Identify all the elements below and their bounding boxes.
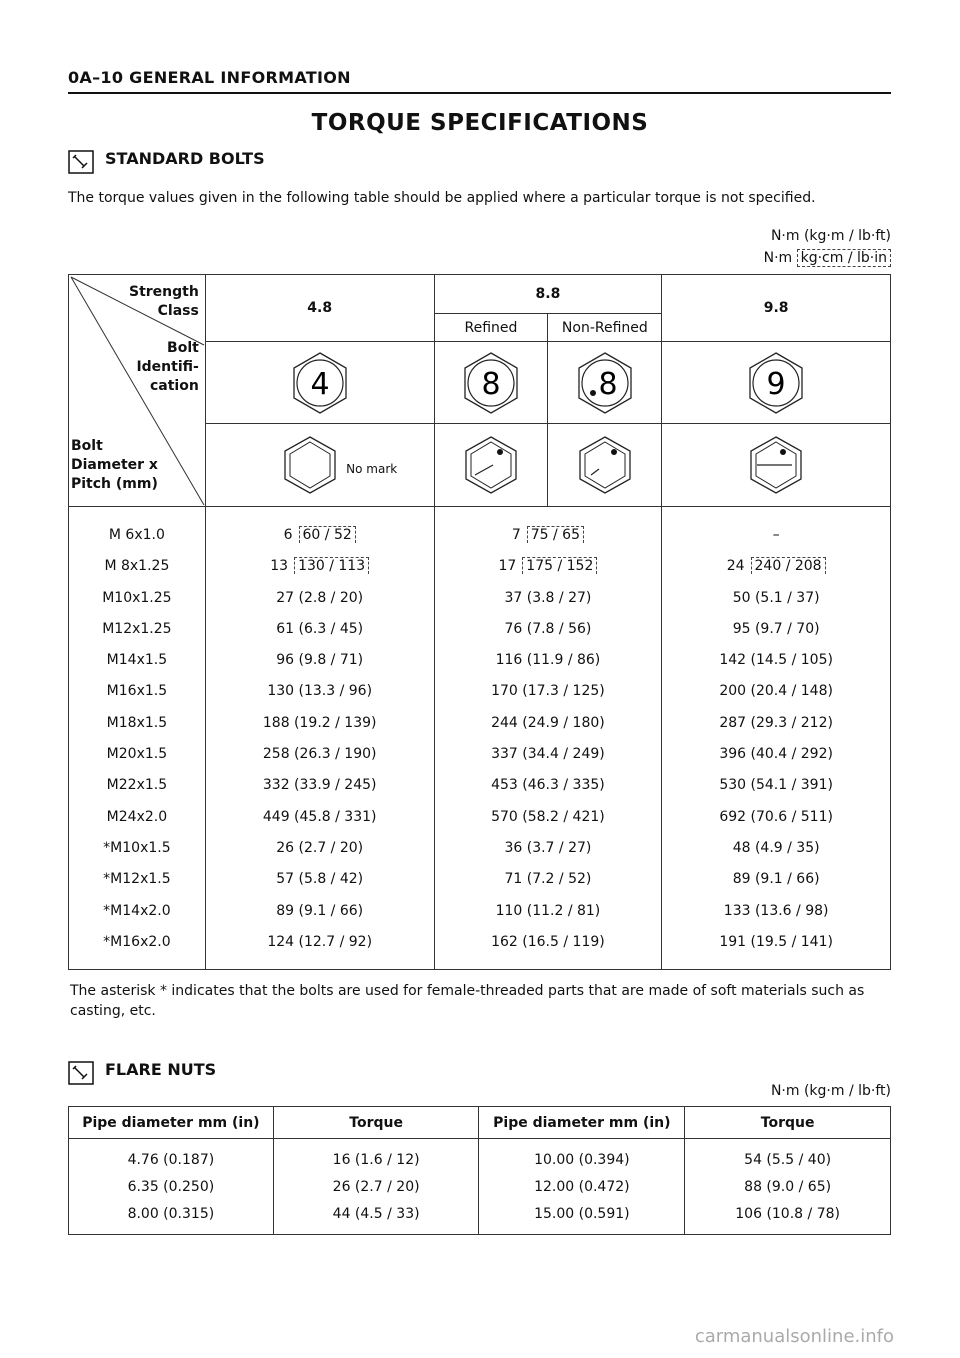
- table-row-cell: M12x1.25: [102, 620, 172, 637]
- table-row-cell: M16x1.5: [106, 683, 168, 700]
- page-label: 0A–10 GENERAL INFORMATION: [68, 68, 351, 87]
- hex-horizontal-line-mark-icon: [748, 435, 804, 495]
- table-row-cell: 453 (46.3 / 335): [491, 777, 605, 794]
- bolt-head-9-icon: [662, 342, 891, 424]
- table-row-cell: 191 (19.5 / 141): [719, 933, 833, 950]
- table-row-cell: 570 (58.2 / 421): [491, 808, 605, 825]
- watermark: carmanualsonline.info: [694, 1326, 894, 1347]
- page-header: [68, 66, 891, 94]
- table-row-cell: 396 (40.4 / 292): [719, 746, 833, 763]
- table-row-cell: 449 (45.8 / 331): [262, 808, 377, 825]
- table-row-cell: M20x1.5: [106, 746, 168, 763]
- no-mark-label: No mark: [346, 462, 398, 476]
- flare-nuts-table: [68, 1106, 891, 1235]
- bolt-head-9-8-line-cell: [662, 424, 891, 507]
- grade-4-8-values: [205, 507, 434, 970]
- table-row-cell: 76 (7.8 / 56): [504, 620, 592, 637]
- table-row-cell: 116 (11.9 / 86): [495, 652, 601, 669]
- hex-no-mark-icon: [282, 435, 338, 495]
- unit-line-2: [764, 250, 891, 266]
- mark-8-text: 8: [481, 366, 501, 402]
- flare-col-pipe-2: 10.00 (0.394) 12.00 (0.472) 15.00 (0.591): [479, 1139, 685, 1235]
- grade-8-8-values: [434, 507, 662, 970]
- table-row-cell: *M16x2.0: [103, 933, 171, 950]
- table-row-cell: 89 (9.1 / 66): [732, 871, 820, 888]
- table-row-cell: M14x1.5: [106, 652, 168, 669]
- table-row-cell: 188 (19.2 / 139): [262, 714, 377, 731]
- section-title-flare-nuts: FLARE NUTS: [105, 1060, 217, 1079]
- size-column: [69, 507, 206, 970]
- hex-line-mark-icon: [463, 435, 519, 495]
- table-row-cell: 170 (17.3 / 125): [491, 683, 605, 700]
- table-row-cell: 110 (11.2 / 81): [495, 902, 601, 919]
- table-row-cell: 142 (14.5 / 105): [719, 652, 833, 669]
- intro-text: The torque values given in the following table should be applied where a particular torque is not specified.: [68, 190, 816, 206]
- table-row-cell: 17 175 / 152: [435, 551, 662, 582]
- section-title-standard-bolts: STANDARD BOLTS: [105, 149, 265, 168]
- table-row-cell: M 6x1.0: [108, 527, 165, 543]
- table-row-cell: M18x1.5: [106, 714, 168, 731]
- table-row-cell: *M14x2.0: [103, 902, 171, 919]
- table-row-cell: *M12x1.5: [103, 871, 171, 888]
- strength-class-label: Strength Class: [128, 284, 199, 319]
- asterisk-note: The asterisk * indicates that the bolts are used for female-threaded parts that are made of soft materials such as casting, etc.: [70, 983, 865, 1019]
- flare-unit: N·m (kg·m / lb·ft): [770, 1083, 891, 1099]
- table-row-cell: 530 (54.1 / 391): [719, 777, 833, 794]
- table-row-cell: 37 (3.8 / 27): [504, 589, 592, 606]
- grade-9-8-values: [662, 507, 891, 970]
- wrench-book-icon: [68, 150, 94, 174]
- bolt-head-refined-line-cell: [434, 424, 548, 507]
- mark-4-text: 4: [310, 366, 330, 402]
- unit-line-2-prefix: N·m: [763, 250, 797, 266]
- flare-header-torque-1: Torque: [273, 1107, 479, 1139]
- table-row-cell: 200 (20.4 / 148): [719, 683, 833, 700]
- bolt-diameter-label: Bolt Diameter x Pitch (mm): [71, 438, 158, 492]
- table-row-cell: 89 (9.1 / 66): [276, 902, 364, 919]
- table-row-cell: 96 (9.8 / 71): [276, 652, 364, 669]
- table-row-cell: 48 (4.9 / 35): [732, 839, 820, 856]
- table-row-cell: 61 (6.3 / 45): [276, 620, 364, 637]
- grade-9-8: 9.8: [662, 275, 891, 342]
- table-row-cell: M10x1.25: [102, 589, 172, 606]
- bolt-head-4-icon: [205, 342, 434, 424]
- table-row-cell: 7 75 / 65: [435, 520, 662, 551]
- bolt-head-no-mark-cell: [205, 424, 434, 507]
- table-row-cell: 13 130 / 113: [206, 551, 434, 582]
- bolt-head-8-icon: [434, 342, 548, 424]
- flare-header-pipe-1: Pipe diameter mm (in): [69, 1107, 274, 1139]
- standard-bolts-table: [68, 274, 891, 970]
- table-row-cell: 337 (34.4 / 249): [491, 746, 605, 763]
- page-title: TORQUE SPECIFICATIONS: [311, 110, 649, 136]
- corner-header: [69, 275, 206, 507]
- table-row-cell: 692 (70.6 / 511): [719, 808, 833, 825]
- unit-line-1: N·m (kg·m / lb·ft): [770, 228, 891, 244]
- flare-header-pipe-2: Pipe diameter mm (in): [479, 1107, 685, 1139]
- table-row-cell: 332 (33.9 / 245): [262, 777, 377, 794]
- table-row-cell: 26 (2.7 / 20): [276, 839, 364, 856]
- non-refined-label: Non-Refined: [548, 314, 662, 342]
- table-row-cell: M24x2.0: [106, 808, 168, 825]
- table-row-cell: 57 (5.8 / 42): [276, 871, 364, 888]
- table-row-cell: M22x1.5: [106, 777, 168, 794]
- table-row-cell: 95 (9.7 / 70): [732, 620, 820, 637]
- table-row-cell: M 8x1.25: [104, 558, 170, 575]
- table-row-cell: 133 (13.6 / 98): [723, 902, 829, 919]
- mark-8-dot-text: 8: [598, 366, 618, 402]
- flare-col-pipe-1: 4.76 (0.187) 6.35 (0.250) 8.00 (0.315): [69, 1139, 274, 1235]
- refined-label: Refined: [434, 314, 548, 342]
- table-row-cell: 124 (12.7 / 92): [267, 933, 373, 950]
- table-row-cell: 162 (16.5 / 119): [491, 933, 605, 950]
- wrench-book-icon-flare: [68, 1061, 94, 1085]
- table-row-cell: 36 (3.7 / 27): [504, 839, 592, 856]
- flare-col-torque-2: 54 (5.5 / 40) 88 (9.0 / 65) 106 (10.8 / 78): [685, 1139, 891, 1235]
- table-row-cell: 6 60 / 52: [206, 520, 434, 551]
- grade-4-8: 4.8: [205, 275, 434, 342]
- table-row-cell: 130 (13.3 / 96): [267, 683, 373, 700]
- bolt-identification-label: Bolt Identifi- cation: [136, 340, 199, 394]
- flare-col-torque-1: 16 (1.6 / 12) 26 (2.7 / 20) 44 (4.5 / 33): [273, 1139, 479, 1235]
- unit-line-2-boxed: kg·cm / lb·in: [797, 249, 891, 267]
- table-row-cell: 244 (24.9 / 180): [491, 714, 605, 731]
- table-row-cell: –: [772, 527, 780, 543]
- table-row-cell: 71 (7.2 / 52): [504, 871, 592, 888]
- bolt-head-8-dot-icon: [548, 342, 662, 424]
- table-row-cell: 50 (5.1 / 37): [732, 589, 820, 606]
- table-row-cell: *M10x1.5: [103, 839, 171, 856]
- mark-9-text: 9: [766, 366, 786, 402]
- table-row-cell: 287 (29.3 / 212): [719, 714, 833, 731]
- hex-short-line-mark-icon: [577, 435, 633, 495]
- table-row-cell: 27 (2.8 / 20): [276, 589, 364, 606]
- grade-8-8: 8.8: [434, 275, 662, 314]
- flare-header-torque-2: Torque: [685, 1107, 891, 1139]
- table-row-cell: 24 240 / 208: [662, 551, 890, 582]
- table-row-cell: 258 (26.3 / 190): [262, 746, 377, 763]
- bolt-head-non-refined-line-cell: [548, 424, 662, 507]
